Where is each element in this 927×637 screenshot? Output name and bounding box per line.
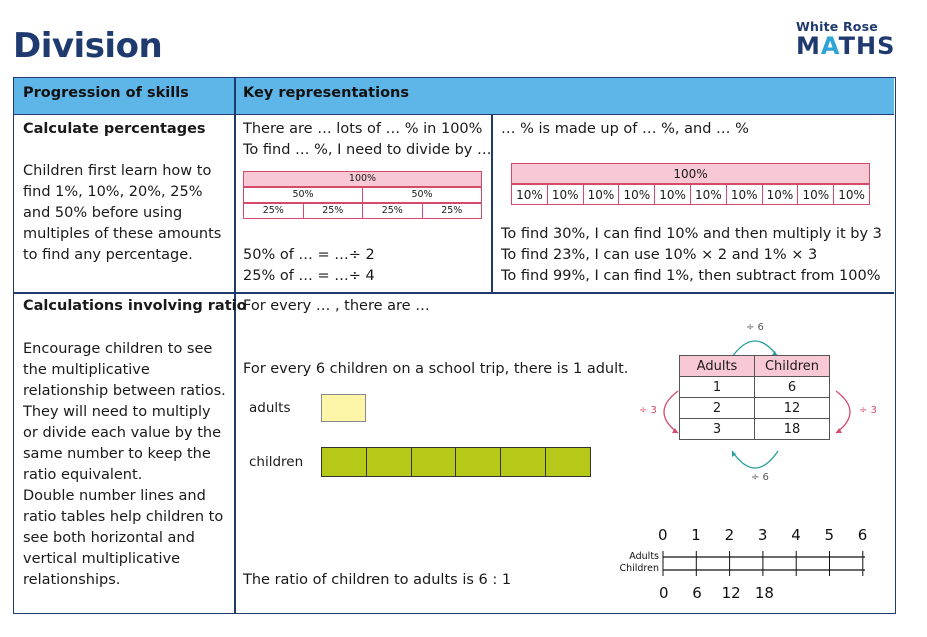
child-cell [412, 448, 457, 476]
row1-equation1: 50% of … = …÷ 2 [243, 247, 375, 263]
numberline-label-adults: Adults [629, 551, 659, 562]
row1-heading: Calculate percentages [23, 121, 206, 137]
bar10-top: 100% [511, 163, 870, 184]
ratio-cell: 6 [755, 377, 830, 398]
child-cell [501, 448, 546, 476]
header-representations: Key representations [243, 85, 409, 101]
ratio-header-adults: Adults [680, 356, 755, 377]
bar-cell: 50% [244, 188, 363, 202]
children-bar [321, 447, 591, 477]
row1-right-line2: To find 23%, I can use 10% × 2 and 1% × 3 [501, 247, 818, 263]
row2-description: Encourage children to see the multiplicative relationship between ratios. They will need to multiply or divide each value by the same number to keep the ratio equivalent. Double number lines and ratio tables help children to see both horizontal and vertical multiplicative relationships. [23, 341, 226, 588]
ratio-header-children: Children [755, 356, 830, 377]
number-line-ticks [663, 551, 863, 576]
bar-cell: 25% [304, 204, 364, 218]
numberline-bottom-value: 0 [659, 584, 669, 602]
bar10-cell: 10% [548, 185, 584, 204]
header-progression: Progression of skills [23, 85, 189, 101]
bar10-cell: 10% [584, 185, 620, 204]
row2-stem: For every … , there are … [243, 298, 430, 314]
bar-model-25 [243, 203, 482, 219]
row1-right-line1: To find 30%, I can find 10% and then multiply it by 3 [501, 226, 882, 242]
numberline-top-value: 5 [824, 526, 835, 544]
bar-cell: 100% [348, 173, 377, 184]
ratio-cell: 18 [755, 419, 830, 440]
logo-line2: MATHS [796, 32, 896, 60]
row1-line1: There are … lots of … % in 100% [243, 121, 483, 137]
page-title: Division [13, 26, 163, 66]
numberline-top-value: 3 [757, 526, 768, 544]
arrow-bottom [732, 451, 778, 468]
ratio-table [679, 355, 830, 440]
bar10-cell: 10% [727, 185, 763, 204]
arrow-right [836, 391, 850, 433]
double-number-line [655, 545, 875, 585]
op-right: ÷ 3 [859, 405, 877, 416]
bar10-cell: 10% [691, 185, 727, 204]
bar10-cells [511, 184, 870, 205]
numberline-bottom-value: 6 [692, 584, 702, 602]
ratio-cell: 12 [755, 398, 830, 419]
row1-description: Children first learn how to find 1%, 10%, 20%, 25% and 50% before using multiples of these amounts to find any percentage. [23, 163, 222, 263]
row-divider [14, 292, 894, 294]
child-cell [546, 448, 590, 476]
numberline-top-value: 1 [691, 526, 701, 544]
row1-equation2: 25% of … = …÷ 4 [243, 268, 375, 284]
ratio-conclusion: The ratio of children to adults is 6 : 1 [243, 572, 512, 588]
bar10-cell: 10% [798, 185, 834, 204]
bar10-cell: 10% [763, 185, 799, 204]
numberline-top-value: 6 [857, 526, 868, 544]
numberline-top-value: 0 [658, 526, 668, 544]
numberline-label-children: Children [619, 563, 659, 574]
column-divider [234, 78, 236, 613]
numberline-bottom-value: 12 [721, 584, 741, 602]
numberline-top-value: 2 [724, 526, 735, 544]
logo-line1: White Rose [796, 19, 878, 34]
op-top: ÷ 6 [746, 322, 764, 333]
bar-model-50 [243, 187, 482, 203]
bar-cell: 25% [441, 205, 463, 216]
row2-example: For every 6 children on a school trip, there is 1 adult. [243, 361, 629, 377]
numberline-top-value: 4 [791, 526, 801, 544]
adult-bar [321, 394, 366, 422]
child-cell [367, 448, 412, 476]
adults-label: adults [249, 400, 291, 416]
white-rose-maths-logo [796, 19, 906, 60]
row1-line2: To find … %, I need to divide by … [243, 142, 492, 158]
ratio-cell: 3 [680, 419, 755, 440]
child-cell [456, 448, 501, 476]
op-left: ÷ 3 [639, 405, 657, 416]
bar10-cell: 10% [655, 185, 691, 204]
bar10-cell: 10% [838, 188, 865, 202]
bar10-cell: 10% [512, 185, 548, 204]
children-label: children [249, 454, 304, 470]
row1-right-line3: To find 99%, I can find 1%, then subtract from 100% [501, 268, 881, 284]
child-cell [322, 448, 367, 476]
bar-cell: 25% [363, 204, 423, 218]
bar-model-100 [243, 171, 482, 187]
numberline-bottom-value: 18 [754, 584, 774, 602]
op-bottom: ÷ 6 [751, 472, 769, 483]
ratio-cell: 2 [680, 398, 755, 419]
bar10-cell: 10% [619, 185, 655, 204]
arrow-left [664, 391, 678, 433]
bar-cell: 25% [244, 204, 304, 218]
row2-heading: Calculations involving ratio [23, 298, 247, 314]
ratio-cell: 1 [680, 377, 755, 398]
row1-right-title: … % is made up of … %, and … % [501, 121, 749, 137]
bar-cell: 50% [411, 189, 433, 200]
